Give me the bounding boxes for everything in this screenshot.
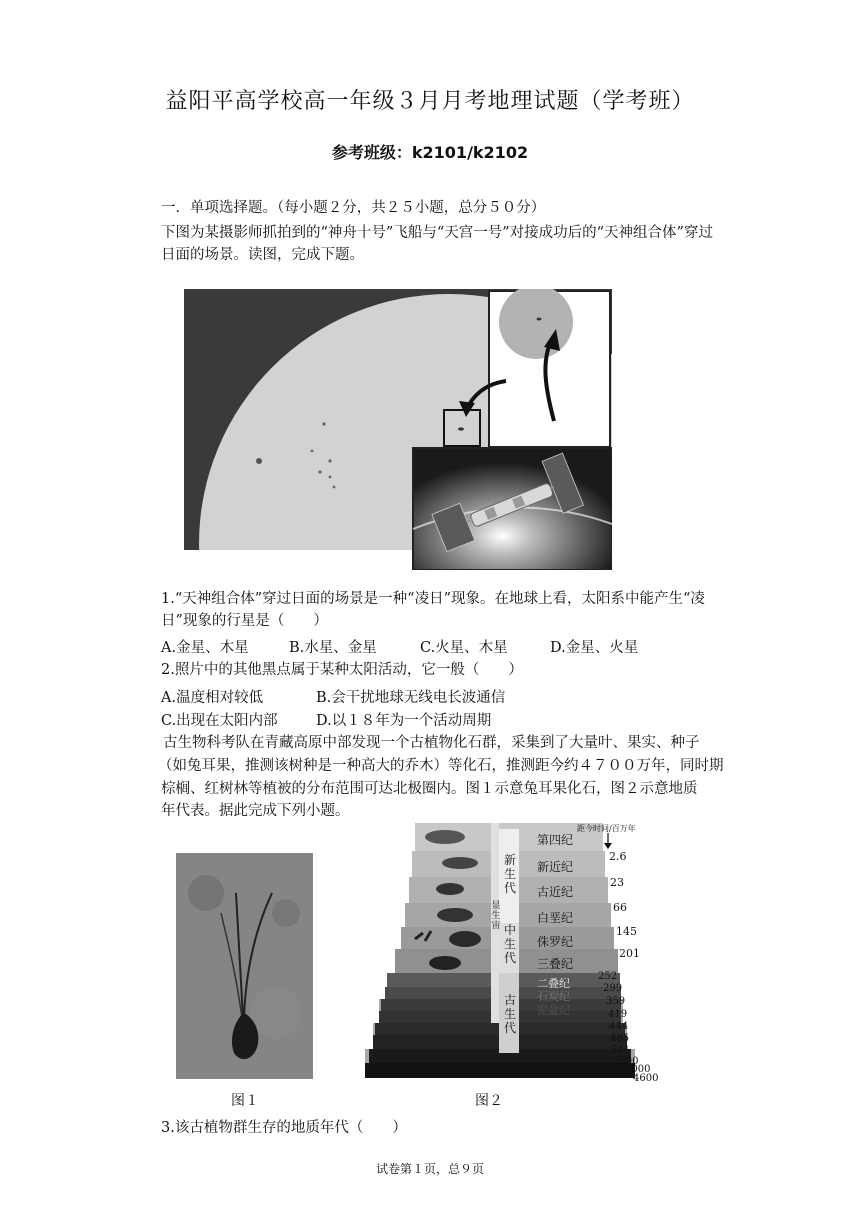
age-145: 145: [616, 925, 637, 938]
age-2-6: 2.6: [609, 850, 627, 863]
q2-option-a[interactable]: A.温度相对较低: [161, 690, 264, 706]
age-359: 359: [606, 996, 626, 1007]
question-3-line-1: 3.该古植物群生存的地质年代（ ）: [161, 1120, 407, 1136]
period-label-permian: 二叠纪: [537, 977, 570, 990]
period-label-cretaceous: 白垩纪: [537, 911, 574, 925]
page-subtitle: 参考班级：k2101/k2102: [331, 143, 529, 162]
era-label-mesozoic: 中生代: [503, 923, 516, 965]
period-label-carboniferous: 石炭纪: [537, 990, 570, 1003]
q2-option-c[interactable]: C.出现在太阳内部: [161, 713, 278, 729]
period-label-jurassic: 侏罗纪: [537, 935, 574, 949]
period-label-neogene: 新近纪: [537, 860, 574, 874]
age-299: 299: [603, 983, 623, 994]
age-axis-arrow-icon: [603, 833, 613, 849]
question-1-line-1: 1.“天神组合体”穿过日面的场景是一种“凌日”现象。在地球上看，太阳系中能产生“凌: [161, 591, 705, 607]
fossil-photo: [176, 853, 313, 1079]
q1-option-a[interactable]: A.金星、木星: [161, 640, 249, 656]
age-485: 485: [610, 1033, 630, 1044]
page-title: 益阳平高学校高一年级３月月考地理试题（学考班）: [165, 89, 695, 114]
period-label-quaternary: 第四纪: [537, 833, 574, 847]
era-label-cenozoic: 新生代: [503, 853, 516, 895]
age-252: 252: [598, 971, 618, 982]
age-2500: 2500: [613, 1056, 639, 1067]
age-419: 419: [608, 1009, 628, 1020]
page-footer: 试卷第１页，总９页: [375, 1162, 484, 1176]
age-4600: 4600: [633, 1073, 659, 1084]
age-axis-label: 距今时间/百万年: [577, 824, 636, 833]
age-66: 66: [613, 901, 627, 914]
section-heading: 一．单项选择题。（每小题２分，共２５小题，总分５０分）: [161, 200, 546, 216]
period-label-triassic: 三叠纪: [537, 957, 574, 971]
question-2-options-row-2: [161, 709, 721, 731]
q1-option-c[interactable]: C.火星、木星: [420, 640, 508, 656]
q2-option-d[interactable]: D.以１８年为一个活动周期: [316, 713, 492, 729]
period-label-devonian: 泥盆纪: [537, 1004, 570, 1017]
age-23: 23: [610, 876, 624, 889]
age-541: 541: [611, 1045, 631, 1056]
figure-2-caption: 图２: [475, 1093, 503, 1109]
eon-label: 显生宙: [491, 901, 501, 931]
passage-line-3: 棕榈、红树林等植被的分布范围可达北极圈内。图１示意兔耳果化石，图２示意地质: [161, 781, 698, 797]
q1-option-d[interactable]: D.金星、火星: [550, 640, 639, 656]
question-1-line-2: 日”现象的行星是（ ）: [161, 613, 328, 629]
age-201: 201: [619, 947, 640, 960]
question-1-options: [161, 636, 721, 658]
era-label-paleozoic: 古生代: [503, 993, 516, 1035]
passage-line-1: 古生物科考队在青藏高原中部发现一个古植物化石群，采集到了大量叶、果实、种子: [163, 735, 700, 751]
sun-transit-figure: [184, 289, 612, 570]
period-label-paleogene: 古近纪: [537, 885, 574, 899]
q2-option-b[interactable]: B.会干扰地球无线电长波通信: [316, 690, 506, 706]
figure-1-caption: 图１: [231, 1093, 259, 1109]
intro-line-1: 下图为某摄影师抓拍到的“神舟十号”飞船与“天宫一号”对接成功后的“天神组合体”穿过: [161, 225, 713, 241]
question-2-options-row-1: [161, 686, 721, 708]
question-2-line-1: 2.照片中的其他黑点属于某种太阳活动，它一般（ ）: [161, 662, 523, 678]
q1-option-b[interactable]: B.水星、金星: [289, 640, 377, 656]
geologic-time-figure: [365, 823, 670, 1085]
intro-line-2: 日面的场景。读图，完成下题。: [161, 247, 364, 263]
passage-line-4: 年代表。据此完成下列小题。: [161, 803, 350, 819]
age-4000: 4000: [625, 1064, 651, 1075]
passage-line-2: （如兔耳果，推测该树种是一种高大的乔木）等化石，推测距今约４７００万年，同时期: [158, 758, 724, 774]
age-444: 444: [609, 1021, 629, 1032]
